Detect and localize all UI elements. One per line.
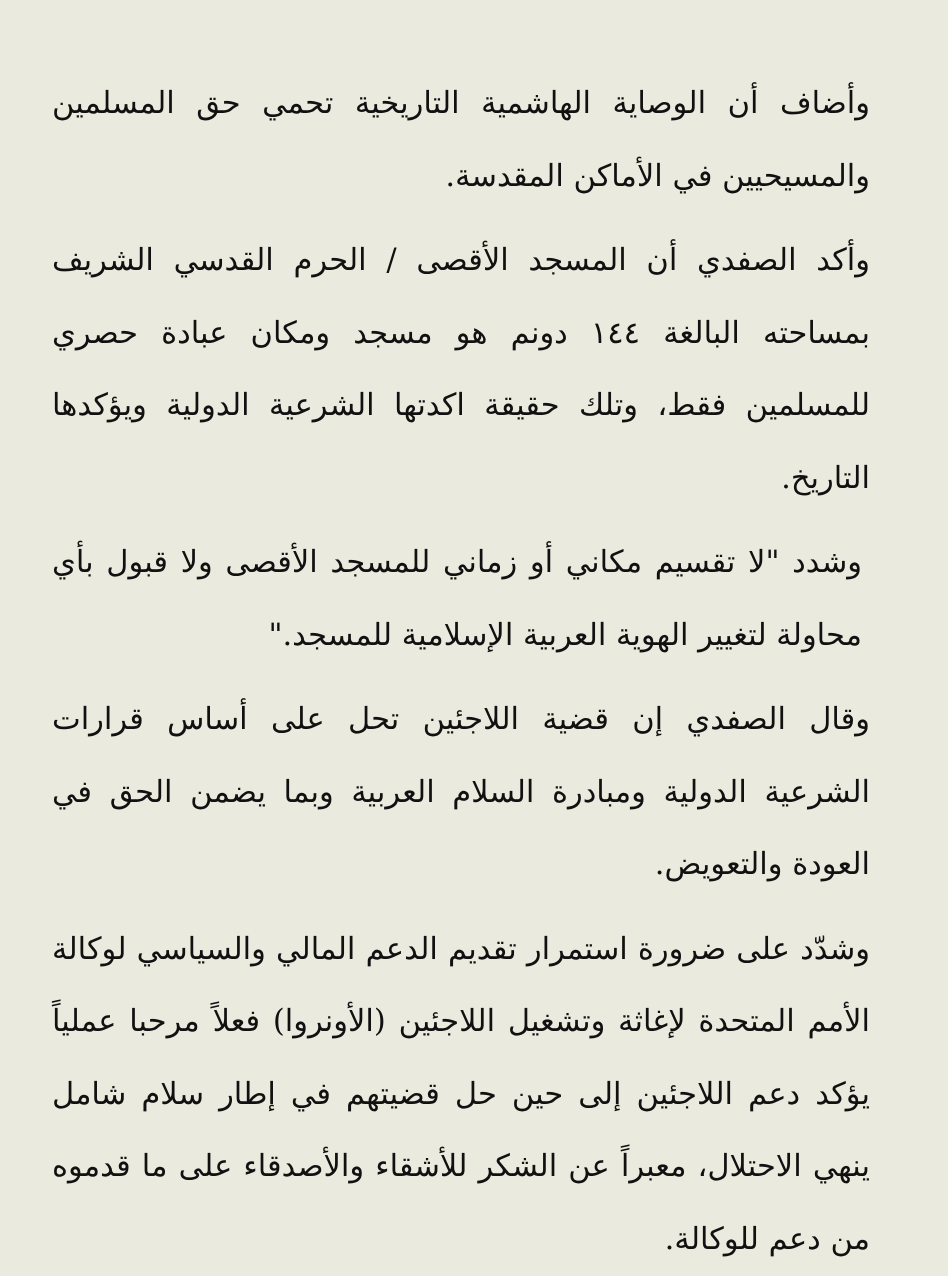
paragraph-custodianship: وأضاف أن الوصاية الهاشمية التاريخية تحمي حق المسلمين والمسيحيين في الأماكن المقدسة. (52, 68, 870, 213)
paragraph-no-division-quote: وشدد "لا تقسيم مكاني أو زماني للمسجد الأقصى ولا قبول بأي محاولة لتغيير الهوية العربية الإسلامية للمسجد." (52, 527, 870, 672)
paragraph-refugees: وقال الصفدي إن قضية اللاجئين تحل على أساس قرارات الشرعية الدولية ومبادرة السلام العربية وبما يضمن الحق في العودة والتعويض. (52, 684, 870, 902)
paragraph-unrwa-support: وشدّد على ضرورة استمرار تقديم الدعم المالي والسياسي لوكالة الأمم المتحدة لإغاثة وتشغيل اللاجئين (الأونروا) فعلاً مرحبا عملياً يؤكد دعم اللاجئين إلى حين حل قضيتهم في إطار سلام شامل ينهي الاحتلال، معبراً عن الشكر للأشقاء والأصدقاء على ما قدموه من دعم للوكالة. (52, 914, 870, 1276)
paragraph-aqsa-area: وأكد الصفدي أن المسجد الأقصى / الحرم القدسي الشريف بمساحته البالغة ١٤٤ دونم هو مسجد ومكان عبادة حصري للمسلمين فقط، وتلك حقيقة اكدتها الشرعية الدولية ويؤكدها التاريخ. (52, 225, 870, 515)
